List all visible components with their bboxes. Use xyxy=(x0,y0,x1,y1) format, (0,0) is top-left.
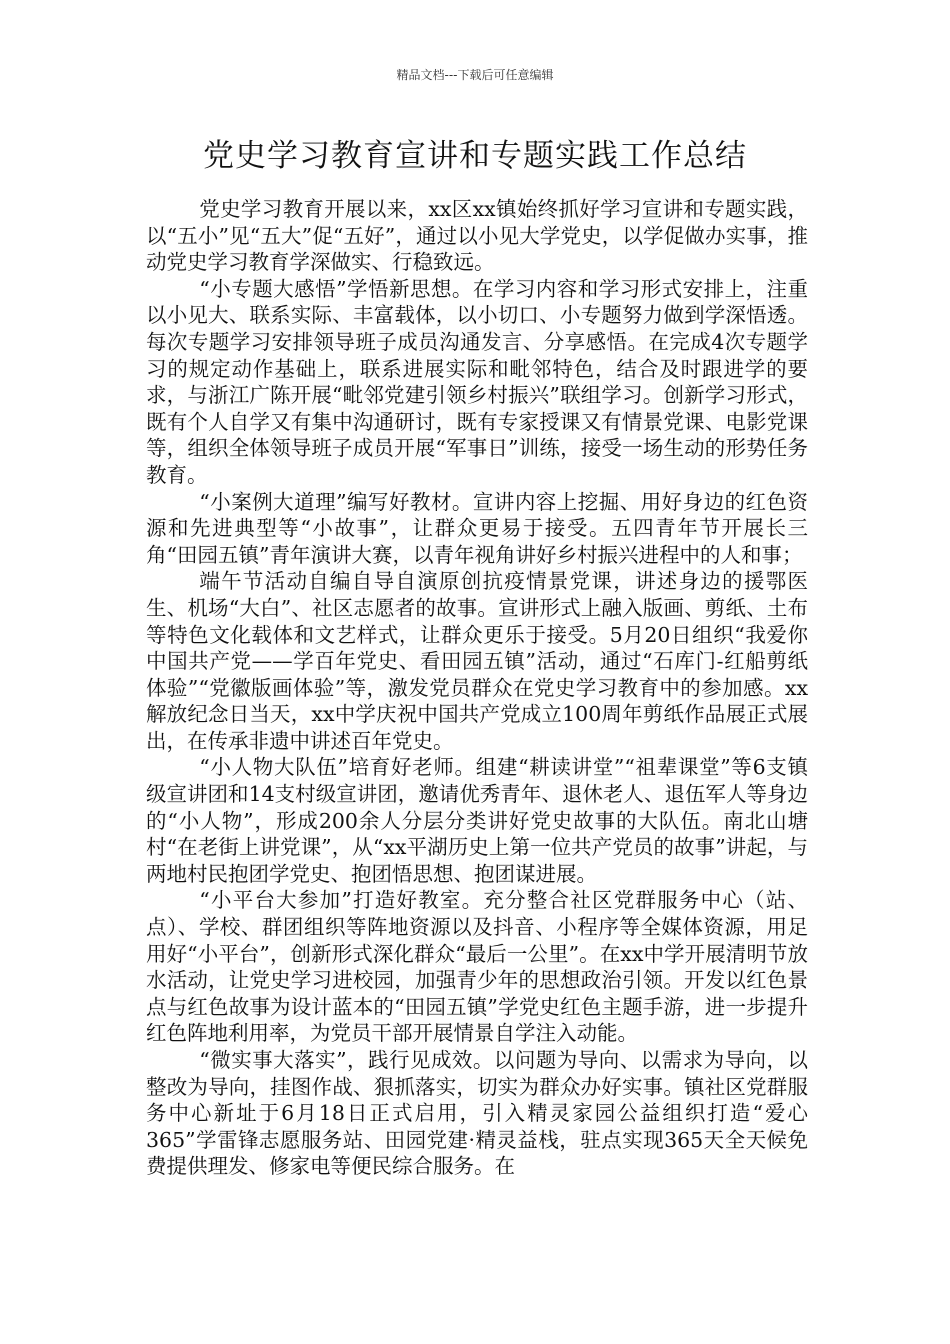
header-note: 精品文档---下载后可任意编辑 xyxy=(396,68,554,82)
paragraph-intro: 党史学习教育开展以来，xx区xx镇始终抓好学习宣讲和专题实践，以“五小”见“五大”促“五好”，通过以小见大学党史，以学促做办实事，推动党史学习教育学深做实、行稳致远。 xyxy=(146,197,808,275)
document-title: 党史学习教育宣讲和专题实践工作总结 xyxy=(203,138,747,174)
paragraph-small-case: “小案例大道理”编写好教材。宣讲内容上挖掘、用好身边的红色资源和先进典型等“小故事”，让群众更易于接受。五四青年节开展长三角“田园五镇”青年演讲大赛，以青年视角讲好乡村振兴进程中的人和事； xyxy=(146,489,808,567)
paragraph-small-people: “小人物大队伍”培育好老师。组建“耕读讲堂”“祖辈课堂”等6支镇级宣讲团和14支村级宣讲团，邀请优秀青年、退休老人、退伍军人等身边的“小人物”，形成200余人分层分类讲好党史故事的大队伍。南北山塘村“在老街上讲党课”，从“xx平湖历史上第一位共产党员的故事”讲起，与两地村民抱团学党史、抱团悟思想、抱团谋进展。 xyxy=(146,755,808,886)
paragraph-micro-practice: “微实事大落实”，践行见成效。以问题为导向、以需求为导向，以整改为导向，挂图作战、狠抓落实，切实为群众办好实事。镇社区党群服务中心新址于6月18日正式启用，引入精灵家园公益组织打造“爱心365”学雷锋志愿服务站、田园党建·精灵益栈，驻点实现365天全天候免费提供理发、修家电等便民综合服务。在 xyxy=(146,1048,808,1179)
document-body xyxy=(146,196,808,1180)
paragraph-small-topic: “小专题大感悟”学悟新思想。在学习内容和学习形式安排上，注重以小见大、联系实际、丰富载体，以小切口、小专题努力做到学深悟透。每次专题学习安排领导班子成员沟通发言、分享感悟。在完成4次专题学习的规定动作基础上，联系进展实际和毗邻特色，结合及时跟进学的要求，与浙江广陈开展“毗邻党建引领乡村振兴”联组学习。创新学习形式，既有个人自学又有集中沟通研讨，既有专家授课又有情景党课、电影党课等，组织全体领导班子成员开展“军事日”训练，接受一场生动的形势任务教育。 xyxy=(146,276,808,487)
paragraph-small-platform: “小平台大参加”打造好教室。充分整合社区党群服务中心（站、点）、学校、群团组织等阵地资源以及抖音、小程序等全媒体资源，用足用好“小平台”，创新形式深化群众“最后一公里”。在xx中学开展清明节放水活动，让党史学习进校园，加强青少年的思想政治引领。开发以红色景点与红色故事为设计蓝本的“田园五镇”学党史红色主题手游，进一步提升红色阵地利用率，为党员干部开展情景自学注入动能。 xyxy=(146,888,808,1046)
paragraph-dragon-boat: 端午节活动自编自导自演原创抗疫情景党课，讲述身边的援鄂医生、机场“大白”、社区志愿者的故事。宣讲形式上融入版画、剪纸、土布等特色文化载体和文艺样式，让群众更乐于接受。5月20日组织“我爱你中国共产党——学百年党史、看田园五镇”活动，通过“石库门-红船剪纸体验”“党徽版画体验”等，激发党员群众在党史学习教育中的参加感。xx解放纪念日当天，xx中学庆祝中国共产党成立100周年剪纸作品展正式展出，在传承非遗中讲述百年党史。 xyxy=(146,569,808,753)
